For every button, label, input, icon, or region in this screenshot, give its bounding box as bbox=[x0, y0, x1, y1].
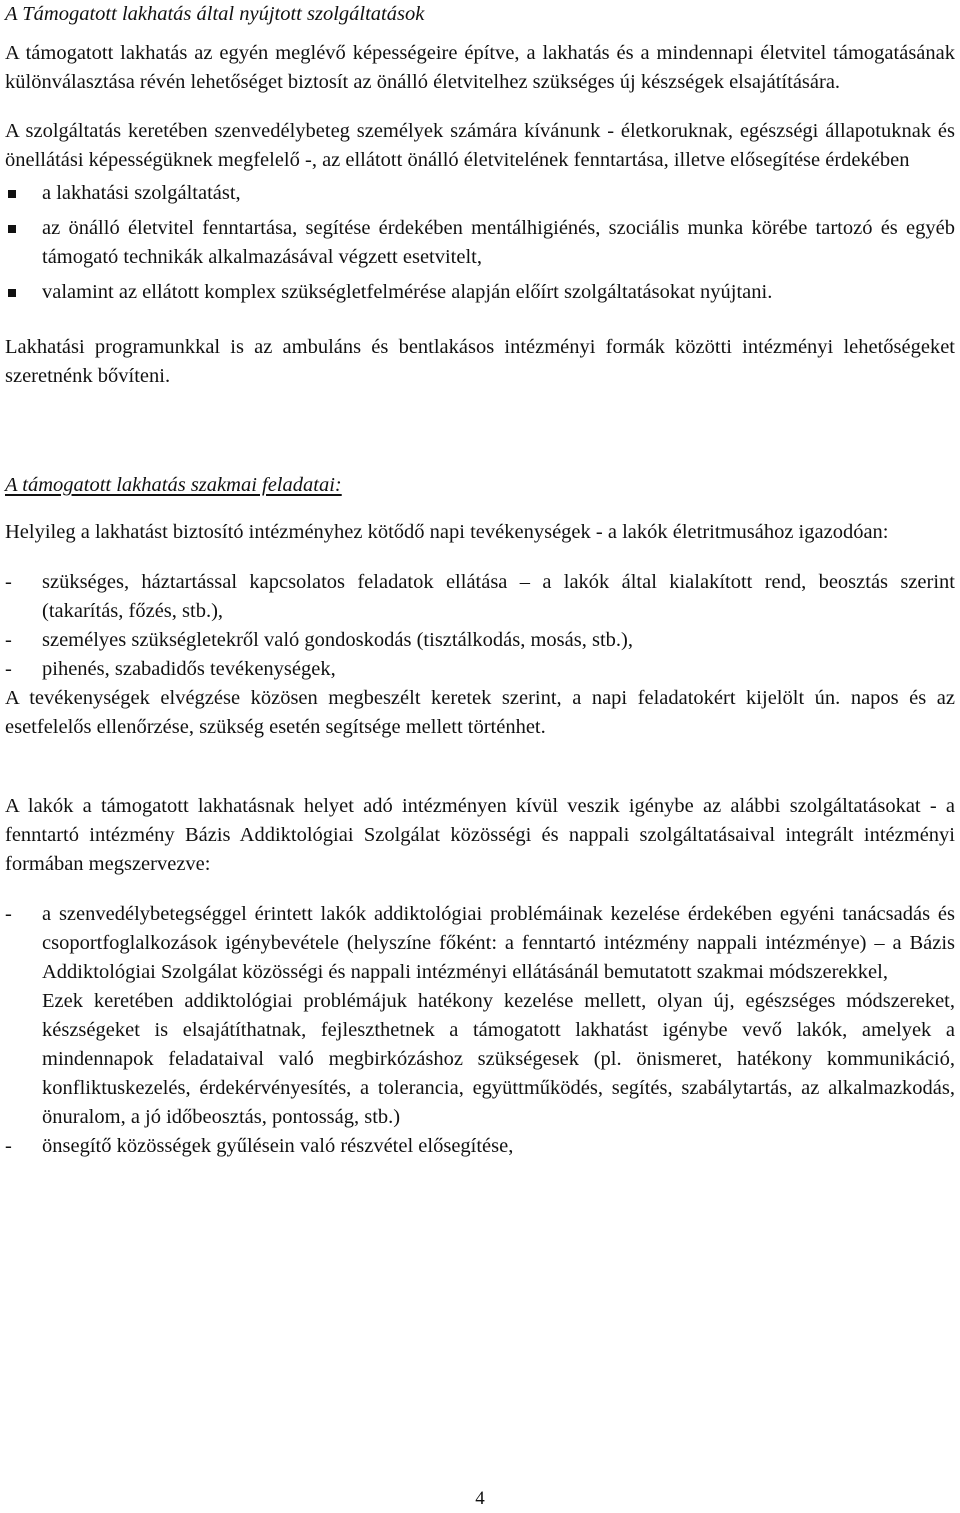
dash-marker: - bbox=[5, 571, 12, 593]
paragraph-daily-activities: Helyileg a lakhatást biztosító intézményhez kötődő napi tevékenységek - a lakók életritmusához igazodóan: bbox=[5, 521, 889, 543]
section-heading-tasks: A támogatott lakhatás szakmai feladatai: bbox=[5, 474, 342, 496]
dash-marker: - bbox=[5, 1135, 12, 1157]
bullet-item bbox=[5, 214, 955, 272]
square-bullet-icon bbox=[8, 225, 16, 233]
bullet-item bbox=[5, 278, 955, 307]
dash-marker: - bbox=[5, 658, 12, 680]
dash-item bbox=[5, 655, 955, 684]
paragraph-service-scope: A szolgáltatás keretében szenvedélybeteg személyek számára kívánunk - életkoruknak, egészségi állapotuknak és önellátási képességüknek megfelelő -, az ellátott önálló életvitelének fenntartása, illetve elősegítése érdekében bbox=[5, 120, 955, 171]
service-bullet-list bbox=[5, 179, 955, 307]
paragraph-housing-program: Lakhatási programunkkal is az ambuláns és bentlakásos intézményi formák közötti intézményi lehetőségeket szeretnénk bővíteni. bbox=[5, 336, 955, 387]
dash-item bbox=[5, 626, 955, 655]
dash-marker: - bbox=[5, 903, 12, 925]
document-page bbox=[5, 0, 955, 1161]
external-services-list-continued bbox=[5, 1132, 955, 1161]
dash-item-text: önsegítő közösségek gyűlésein való részvétel elősegítése, bbox=[42, 1135, 514, 1157]
dash-item bbox=[5, 568, 955, 626]
square-bullet-icon bbox=[8, 190, 16, 198]
section-heading-services: A Támogatott lakhatás által nyújtott szolgáltatások bbox=[5, 3, 425, 25]
task-dash-list bbox=[5, 568, 955, 684]
paragraph-external-services: A lakók a támogatott lakhatásnak helyet adó intézményen kívül veszik igénybe az alábbi szolgáltatásokat - a fenntartó intézmény Bázis Addiktológiai Szolgálat közösségi és nappali szolgáltatásaival integrált intézményi formában megszervezve: bbox=[5, 795, 955, 875]
bullet-text: a lakhatási szolgáltatást, bbox=[42, 182, 241, 204]
paragraph-intro: A támogatott lakhatás az egyén meglévő képességeire építve, a lakhatás és a mindennapi életvitel támogatásának különválasztása révén lehetőséget biztosít az önálló életvitelhez szükséges új készségek elsajátítására. bbox=[5, 42, 955, 93]
dash-item-text: szükséges, háztartással kapcsolatos feladatok ellátása – a lakók által kialakított rend, beosztás szerint (takarítás, főzés, stb.), bbox=[42, 571, 955, 622]
bullet-text: az önálló életvitel fenntartása, segítése érdekében mentálhigiénés, szociális munka körébe tartozó és egyéb támogató technikák alkalmazásával végzett esetvitelt, bbox=[42, 217, 955, 268]
dash-item-text: pihenés, szabadidős tevékenységek, bbox=[42, 658, 336, 680]
bullet-item bbox=[5, 179, 955, 208]
dash-item bbox=[5, 900, 955, 987]
paragraph-task-coordination: A tevékenységek elvégzése közösen megbeszélt keretek szerint, a napi feladatokért kijelölt ún. napos és az esetfelelős ellenőrzése, szükség esetén segítsége mellett történhet. bbox=[5, 687, 955, 738]
dash-item-text: a szenvedélybetegséggel érintett lakók addiktológiai problémáinak kezelése érdekében egyéni tanácsadás és csoportfoglalkozások igénybevétele (helyszíne főként: a fenntartó intézmény nappali intézménye) – a Bázis Addiktológiai Szolgálat közösségi és nappali intézményi ellátásánál bemutatott szakmai módszerekkel, bbox=[42, 903, 955, 983]
external-services-list bbox=[5, 900, 955, 987]
square-bullet-icon bbox=[8, 289, 16, 297]
page-number: 4 bbox=[475, 1488, 485, 1509]
dash-item bbox=[5, 1132, 955, 1161]
bullet-text: valamint az ellátott komplex szükségletfelmérése alapján előírt szolgáltatásokat nyújtani. bbox=[42, 281, 773, 303]
paragraph-skills-development: Ezek keretében addiktológiai problémájuk hatékony kezelése mellett, olyan új, egészséges módszereket, készségeket is elsajátíthatnak, fejleszthetnek a támogatott lakhatást igénybe vevő lakók, amelyek a mindennapok feladataival való megbirkózáshoz szükségesek (pl. önismeret, hatékony kommunikáció, konfliktuskezelés, érdekérvényesítés, a tolerancia, együttműködés, segítés, szabálytartás, az alkalmazkodás, önuralom, a jó időbeosztás, pontosság, stb.) bbox=[42, 990, 955, 1128]
dash-marker: - bbox=[5, 629, 12, 651]
dash-item-text: személyes szükségletekről való gondoskodás (tisztálkodás, mosás, stb.), bbox=[42, 629, 633, 651]
